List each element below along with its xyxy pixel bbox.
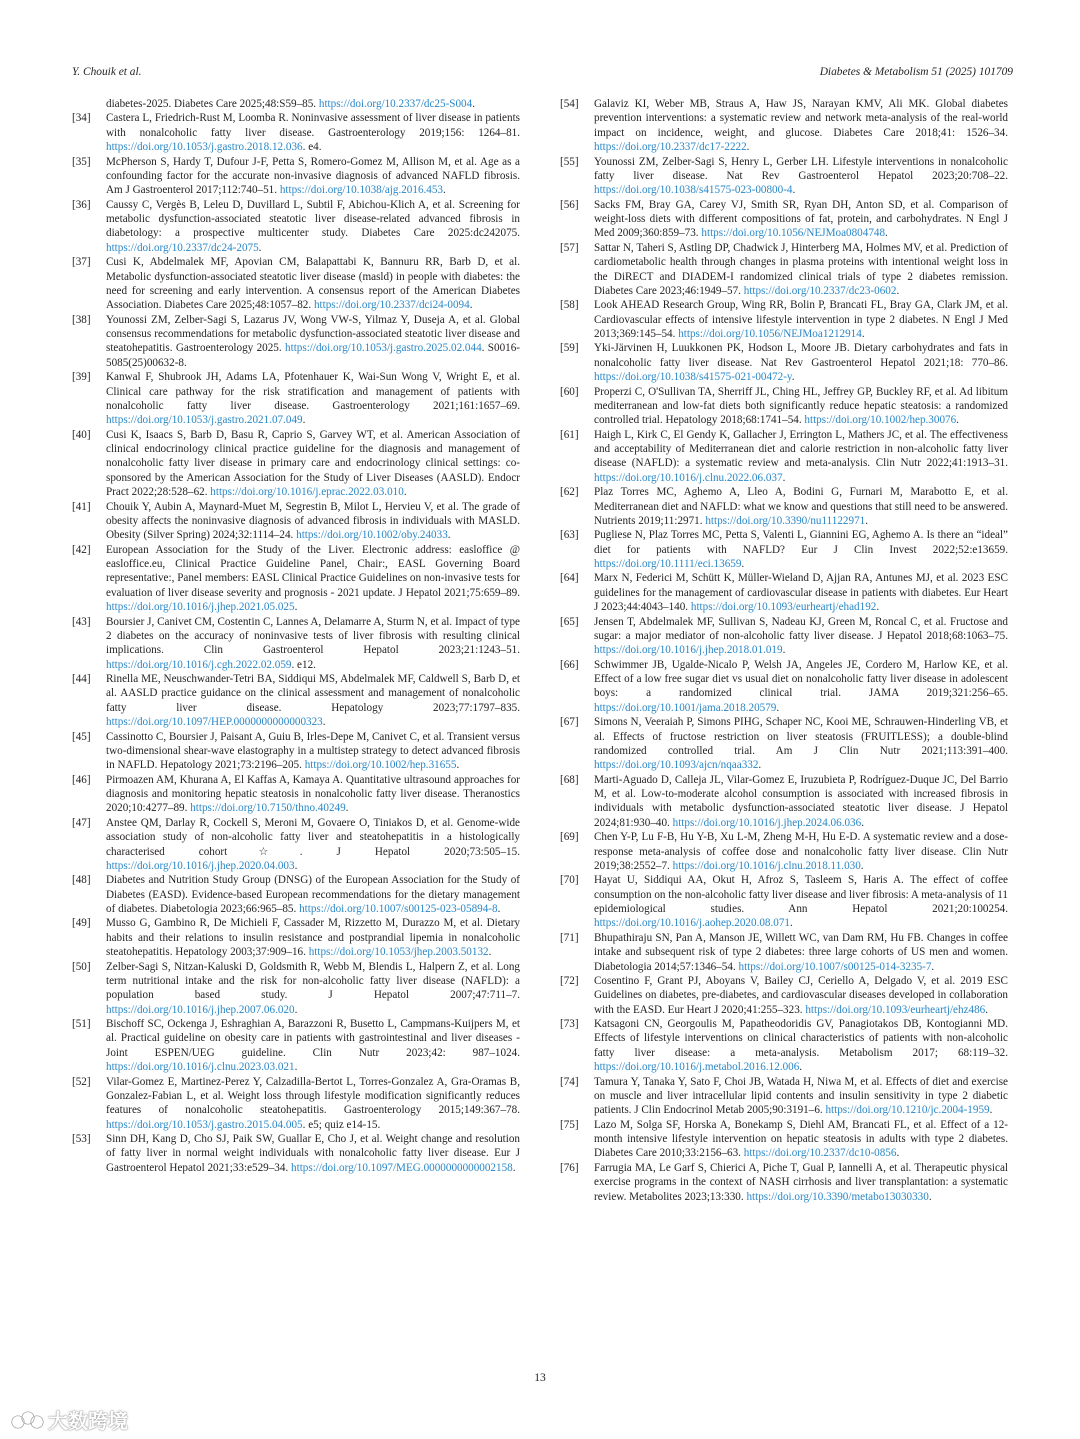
reference-suffix: . (472, 98, 475, 110)
reference-text (594, 241, 1008, 299)
reference-suffix: . (741, 558, 745, 570)
reference-item (72, 773, 520, 816)
reference-text (594, 715, 1008, 773)
doi-link[interactable]: https://doi.org/10.1016/j.jhep.2024.06.036 (672, 816, 862, 829)
reference-number: [69] (560, 831, 579, 844)
reference-citation: Younossi ZM, Zelber-Sagi S, Henry L, Gerber LH. Lifestyle interventions in nonalcoholic fatty liver disease. Nat Rev Gastroenterol Hepatol 2023;20:708–22. (594, 155, 1008, 182)
reference-item (72, 155, 520, 198)
doi-link[interactable]: https://doi.org/10.1016/j.metabol.2016.12.006 (594, 1061, 800, 1074)
reference-suffix: . (928, 1190, 932, 1203)
doi-link[interactable]: https://doi.org/10.1007/s00125-014-3235-7 (738, 960, 932, 973)
reference-suffix: . S0016-5085(25)00632-8. (106, 342, 520, 369)
reference-suffix: . (861, 816, 864, 829)
reference-item (560, 873, 1008, 931)
reference-suffix: . (896, 284, 900, 297)
doi-link[interactable]: https://doi.org/10.2337/dc17-2222 (594, 141, 747, 154)
reference-item (560, 241, 1008, 299)
reference-suffix: . (456, 759, 460, 772)
reference-suffix: . (791, 371, 795, 384)
reference-number: [71] (560, 931, 579, 944)
reference-number: [75] (560, 1118, 579, 1131)
doi-link[interactable]: https://doi.org/10.7150/thno.40249 (190, 802, 346, 815)
reference-suffix: . (746, 141, 750, 154)
reference-item (560, 974, 1008, 1017)
doi-link[interactable]: https://doi.org/10.2337/dci24-0094 (313, 299, 470, 312)
doi-link[interactable]: https://doi.org/10.1002/oby.24033 (296, 529, 448, 542)
reference-number (72, 97, 106, 111)
reference-citation: Chen Y-P, Lu F-B, Hu Y-B, Xu L-M, Zheng M-H, Hu E-D. A systematic review and a dose-response meta-analysis of coffee dose and nonalcoholic fatty liver disease. Clin Nutr 2019;38:2552–7. (594, 831, 1008, 872)
reference-number: [41] (72, 500, 91, 513)
doi-link[interactable]: https://doi.org/10.1016/j.clnu.2023.03.021 (106, 1061, 295, 1074)
reference-number: [52] (72, 1075, 91, 1088)
reference-citation: Hayat U, Siddiqui AA, Okut H, Afroz S, Tasleem S, Haris A. The effect of coffee consumption on the non-alcoholic fatty liver disease and liver fibrosis: A meta-analysis of 11 epidemiological studies. Ann Hepatol 2021;20:100254. (594, 874, 1008, 915)
reference-text (106, 672, 520, 730)
reference-citation: Musso G, Gambino R, De Michieli F, Cassader M, Rizzetto M, Durazzo M, et al. Dietary habits and their relations to insulin resistance and postprandial lipemia in nonalcoholic steatohepatitis. Hepatology 2003;37:909–16. (106, 917, 520, 959)
reference-citation: Castera L, Friedrich-Rust M, Loomba R. Noninvasive assessment of liver disease in patients with nonalcoholic fatty liver disease. Gastroenterology 2019;156: 1264–81. (106, 112, 520, 139)
reference-item (560, 615, 1008, 658)
reference-text (106, 428, 520, 500)
reference-text (106, 198, 520, 256)
reference-citation: Chouik Y, Aubin A, Maynard-Muet M, Segrestin B, Milot L, Hervieu V, et al. The grade of obesity affects the noninvasive diagnosis of advanced fibrosis in individuals with MASLD. Obesity (Silver Spring) 2024;32:1114–24. (106, 500, 520, 542)
reference-number: [65] (560, 615, 579, 628)
reference-text (106, 97, 520, 111)
reference-citation: Cusi K, Abdelmalek MF, Apovian CM, Balapattabi K, Bannuru RR, Barb D, et al. Metabolic dysfunction-associated steatotic liver disease (masld) in people with diabetes: the need for screening and early intervention. A consensus report of the American Diabetes Association. Diabetes Care 2025;48:1057–82. (106, 256, 520, 312)
reference-text (594, 1017, 1008, 1075)
reference-item (72, 1132, 520, 1175)
reference-item (560, 773, 1008, 831)
reference-text (106, 155, 520, 198)
reference-item (72, 672, 520, 730)
reference-number: [73] (560, 1018, 579, 1030)
reference-item (72, 543, 520, 615)
reference-number: [43] (72, 615, 91, 628)
reference-citation: Schwimmer JB, Ugalde-Nicalo P, Welsh JA, Angeles JE, Cordero M, Harlow KE, et al. Effect of a low free sugar diet vs usual diet on nonalcoholic fatty liver disease in adolescent boys: a randomized clinical trial. JAMA 2019;321:256–65. (594, 658, 1008, 700)
reference-number: [42] (72, 543, 91, 556)
reference-text (106, 816, 520, 874)
doi-link[interactable]: https://doi.org/10.3390/metabo13030330 (746, 1190, 929, 1203)
reference-number: [40] (72, 428, 91, 441)
reference-item (72, 97, 520, 111)
reference-citation: Cusi K, Isaacs S, Barb D, Basu R, Caprio S, Garvey WT, et al. American Association of clinical endocrinology clinical practice guideline for the diagnosis and management of nonalcoholic fatty liver disease in primary care and endocrinology clinical settings: co-sponsored by the American Association for the Study of Liver Diseases (AASLD). Endocr Pract 2022;28:528–62. (106, 428, 520, 499)
reference-citation: Galaviz KI, Weber MB, Straus A, Haw JS, Narayan KMV, Ali MK. Global diabetes prevention interventions: a systematic review and network meta-analysis of the real-world impact on incidence, weight, and glucose. Diabetes Care 2018;41: 1526–34. (594, 98, 1008, 139)
reference-citation: Haigh L, Kirk C, El Gendy K, Gallacher J, Errington L, Mathers JC, et al. The effectiveness and acceptability of Mediterranean diet and calorie restriction in non-alcoholic fatty liver disease (NAFLD): a systematic review and meta-analysis. Clin Nutr 2022;41:1913–31. (594, 428, 1008, 470)
reference-citation: Sinn DH, Kang D, Cho SJ, Paik SW, Guallar E, Cho J, et al. Weight change and resolution of fatty liver in normal weight individuals with nonalcoholic fatty liver disease. Eur J Gastroenterol Hepatol 2021;33:e529–34. (106, 1133, 520, 1174)
reference-suffix: . (258, 241, 262, 254)
doi-link[interactable]: https://doi.org/10.1016/j.jhep.2018.01.019 (594, 644, 783, 657)
reference-number: [51] (72, 1018, 91, 1030)
reference-suffix: . (758, 759, 762, 772)
doi-link[interactable]: https://doi.org/10.1210/jc.2004-1959 (825, 1104, 990, 1117)
reference-item (72, 370, 520, 428)
reference-number: [38] (72, 313, 91, 326)
doi-link[interactable]: https://doi.org/10.1016/j.cgh.2022.02.059 (106, 658, 292, 671)
reference-suffix: . (876, 601, 880, 614)
doi-link[interactable]: https://doi.org/10.2337/dc23-0602 (743, 284, 897, 297)
doi-link[interactable]: https://doi.org/10.1053/j.gastro.2015.04.005 (106, 1118, 303, 1131)
reference-citation: diabetes-2025. Diabetes Care 2025;48:S59–85. (106, 98, 317, 110)
reference-citation: Anstee QM, Darlay R, Cockell S, Meroni M, Govaere O, Tiniakos D, et al. Genome-wide association study of non-alcoholic fatty liver and steatohepatitis in a histologically characterised cohort☆. J Hepatol 2020;73:505–15. (106, 816, 520, 858)
reference-number: [61] (560, 428, 579, 441)
doi-link[interactable]: https://doi.org/10.2337/dc24-2075 (106, 241, 259, 254)
reference-number: [62] (560, 486, 579, 499)
reference-number: [45] (72, 730, 91, 743)
reference-citation: Sattar N, Taheri S, Astling DP, Chadwick J, Hinterberg MA, Holmes MV, et al. Prediction of cardiometabolic health through changes in plasma proteins with intentional weight loss in the DiRECT and DIADEM-I randomized clinical trials of type 2 diabetes remission. Diabetes Care 2023;46:1949–57. (594, 241, 1008, 297)
reference-text (594, 658, 1008, 716)
reference-citation: Marx N, Federici M, Schütt K, Müller-Wieland D, Ajjan RA, Antunes MJ, et al. 2023 ESC guidelines for the management of cardiovascular disease in patients with diabetes. Eur Heart J 2023;44:4043–140. (594, 572, 1008, 614)
reference-item (560, 298, 1008, 341)
reference-suffix: . (322, 716, 326, 729)
running-header-authors: Y. Chouik et al. (72, 66, 142, 78)
reference-suffix: . (469, 299, 473, 312)
reference-text (106, 873, 520, 916)
reference-text (594, 974, 1008, 1017)
reference-text (594, 615, 1008, 658)
reference-number: [67] (560, 716, 579, 729)
reference-number: [37] (72, 256, 91, 269)
reference-citation: Yki-Järvinen H, Luukkonen PK, Hodson L, Moore JB. Dietary carbohydrates and fats in nonalcoholic fatty liver disease. Nat Rev Gastroenterol Hepatol 2021;18: 770–86. (594, 342, 1008, 369)
references-left-column (72, 97, 520, 1175)
reference-citation: Rinella ME, Neuschwander-Tetri BA, Siddiqui MS, Abdelmalek MF, Caldwell S, Barb D, et al. AASLD practice guidance on the clinical assessment and management of nonalcoholic fatty liver disease. Hepatology 2023;77:1797–835. (106, 673, 520, 714)
reference-number: [63] (560, 529, 579, 542)
doi-link[interactable]: https://doi.org/10.1001/jama.2018.20579 (594, 701, 777, 714)
reference-item (560, 1118, 1008, 1161)
reference-suffix: . (294, 1003, 298, 1016)
reference-number: [48] (72, 874, 91, 887)
watermark-logo-icon (10, 1409, 44, 1431)
doi-link[interactable]: https://doi.org/10.1097/HEP.0000000000000323 (106, 716, 323, 729)
reference-text (106, 615, 520, 673)
reference-number: [70] (560, 874, 579, 887)
doi-link[interactable]: https://doi.org/10.1093/eurheartj/ehz486 (805, 1003, 986, 1016)
reference-suffix: . (799, 1061, 803, 1074)
reference-item (560, 97, 1008, 155)
reference-citation: Kanwal F, Shubrook JH, Adams LA, Pfotenhauer K, Wai-Sun Wong V, Wright E, et al. Clinical care pathway for the risk stratification and management of patients with nonalcoholic fatty liver disease. Gastroenterology 2021;161:1657–69. (106, 371, 520, 412)
doi-link[interactable]: https://doi.org/10.2337/dc10-0856 (743, 1147, 897, 1160)
reference-suffix: . (302, 414, 306, 427)
reference-text (106, 960, 520, 1018)
reference-number: [46] (72, 773, 91, 786)
reference-citation: Boursier J, Canivet CM, Costentin C, Lannes A, Delamarre A, Sturm N, et al. Impact of type 2 diabetes on the accuracy of noninvasive tests of liver fibrosis with resulting clinical implications. Clin Gastroenterol Hepatol 2023;21:1243–51. (106, 615, 520, 657)
doi-link[interactable]: https://doi.org/10.1016/j.jhep.2007.06.020 (106, 1003, 295, 1016)
reference-suffix: . (294, 601, 298, 614)
reference-number: [64] (560, 572, 579, 585)
reference-number: [66] (560, 658, 579, 671)
doi-link[interactable]: https://doi.org/10.1093/ajcn/nqaa332 (594, 759, 759, 772)
doi-link[interactable]: https://doi.org/10.1053/j.gastro.2018.12.036 (106, 141, 303, 154)
reference-number: [54] (560, 98, 579, 110)
reference-item (72, 111, 520, 154)
reference-text (106, 255, 520, 313)
reference-number: [44] (72, 673, 91, 685)
reference-item (560, 715, 1008, 773)
reference-text (106, 313, 520, 371)
reference-suffix: . e4. (302, 141, 322, 154)
reference-text (594, 298, 1008, 341)
reference-text (594, 773, 1008, 831)
reference-citation: Marti-Aguado D, Calleja JL, Vilar-Gomez E, Iruzubieta P, Rodríguez-Duque JC, Del Barrio M, et al. Low-to-moderate alcohol consumption is associated with increased fibrosis in individuals with metabolic dysfunction-associated steatotic liver disease. J Hepatol 2024;81:930–40. (594, 773, 1008, 829)
reference-citation: Farrugia MA, Le Garf S, Chierici A, Piche T, Gual P, Iannelli A, et al. Therapeutic physical exercise programs in the context of NASH cirrhosis and liver transplantation: a systematic review. Metabolites 2023;13:330. (594, 1161, 1008, 1203)
reference-item (72, 873, 520, 916)
watermark (10, 1405, 128, 1434)
reference-suffix: . (782, 471, 786, 484)
doi-link[interactable]: https://doi.org/10.1007/s00125-023-05894-8 (299, 903, 498, 915)
reference-suffix: . (989, 1104, 993, 1117)
reference-citation: Properzi C, O'Sullivan TA, Sherriff JL, Ching HL, Jeffrey GP, Buckley RF, et al. Ad libitum mediterranean and low-fat diets both significantly reduce hepatic steatosis: a randomized controlled trial. Hepatology 2018;68:1741–54. (594, 385, 1008, 427)
reference-suffix: . (956, 414, 959, 427)
reference-text (594, 931, 1008, 974)
reference-item (560, 198, 1008, 241)
reference-suffix: . (931, 960, 935, 973)
reference-citation: Zelber-Sagi S, Nitzan-Kaluski D, Goldsmith R, Webb M, Blendis L, Halpern Z, et al. Long term nutritional intake and the risk for non-alcoholic fatty liver disease (NAFLD): a population based study. J Hepatol 2007;47:711–7. (106, 960, 520, 1002)
reference-text (594, 485, 1008, 528)
page-number: 13 (534, 1371, 546, 1384)
reference-citation: Caussy C, Vergès B, Leleu D, Duvillard L, Subtil F, Abichou-Klich A, et al. Screening for metabolic dysfunction-associated steatotic liver disease-related advanced fibrosis in diabetology: a prospective multicenter study. Diabetes Care 2025:dc242075. (106, 198, 520, 240)
reference-number: [35] (72, 155, 91, 168)
doi-link[interactable]: https://doi.org/10.1056/NEJMoa0804748 (701, 227, 886, 240)
reference-suffix: . (790, 917, 793, 930)
doi-link[interactable]: https://doi.org/10.1038/ajg.2016.453 (279, 184, 444, 197)
reference-suffix: . (776, 701, 780, 714)
reference-text (106, 370, 520, 428)
reference-number: [47] (72, 816, 91, 829)
reference-citation: Cassinotto C, Boursier J, Paisant A, Guiu B, Irles-Depe M, Canivet C, et al. Transient versus two-dimensional shear-wave elastography in a multistep strategy to detect advanced fibrosis in NAFLD. Hepatology 2021;73:2196–205. (106, 730, 520, 772)
reference-text (106, 916, 520, 959)
running-header-journal: Diabetes & Metabolism 51 (2025) 101709 (819, 66, 1013, 78)
doi-link[interactable]: https://doi.org/10.2337/dc25-S004 (318, 98, 473, 110)
reference-number: [58] (560, 299, 579, 312)
reference-item (560, 1075, 1008, 1118)
reference-item (72, 916, 520, 959)
reference-text (106, 543, 520, 615)
reference-item (72, 960, 520, 1018)
reference-suffix: . (294, 859, 298, 872)
doi-link[interactable]: https://doi.org/10.1038/s41575-021-00472-y (594, 371, 792, 384)
doi-link[interactable]: https://doi.org/10.1053/j.gastro.2025.02.044 (285, 342, 482, 355)
doi-link[interactable]: https://doi.org/10.1016/j.aohep.2020.08.071 (594, 917, 790, 930)
reference-item (560, 571, 1008, 614)
reference-item (560, 428, 1008, 486)
reference-item (72, 500, 520, 543)
doi-link[interactable]: https://doi.org/10.1111/eci.13659 (594, 558, 742, 570)
reference-text (106, 500, 520, 543)
reference-item (560, 1161, 1008, 1204)
reference-suffix: . (985, 1003, 989, 1016)
doi-link[interactable]: https://doi.org/10.1016/j.clnu.2022.06.037 (594, 471, 783, 484)
reference-suffix: . (861, 328, 865, 340)
reference-item (72, 816, 520, 874)
reference-citation: Bischoff SC, Ockenga J, Eshraghian A, Barazzoni R, Busetto L, Campmans-Kuijpers M, et al. Practical guideline on obesity care in patients with gastrointestinal and liver diseases - Joint ESPEN/UEG guideline. Clin Nutr 2023;42: 987–1024. (106, 1018, 520, 1059)
reference-citation: Younossi ZM, Zelber-Sagi S, Lazarus JV, Wong VW-S, Yilmaz Y, Duseja A, et al. Global consensus recommendations for metabolic dysfunction-associated steatotic liver disease and steatohepatitis. Gastroenterology 2025. (106, 313, 520, 355)
reference-suffix: . (896, 1147, 900, 1160)
reference-number: [68] (560, 773, 579, 786)
reference-text (106, 111, 520, 154)
doi-link[interactable]: https://doi.org/10.1016/j.jhep.2021.05.025 (106, 601, 295, 614)
reference-citation: McPherson S, Hardy T, Dufour J-F, Petta S, Romero-Gomez M, Allison M, et al. Age as a confounding factor for the accurate non-invasive diagnosis of advanced NAFLD fibrosis. Am J Gastroenterol 2017;112:740–51. (106, 155, 520, 197)
reference-item (560, 528, 1008, 571)
reference-text (594, 873, 1008, 931)
reference-number: [74] (560, 1075, 579, 1088)
reference-citation: Jensen T, Abdelmalek MF, Sullivan S, Nadeau KJ, Green M, Roncal C, et al. Fructose and sugar: a major mediator of non-alcoholic fatty liver disease. J Hepatol 2018;68:1063–75. (594, 615, 1008, 642)
reference-text (106, 730, 520, 773)
reference-suffix: . (345, 802, 349, 815)
reference-text (594, 97, 1008, 155)
reference-suffix: . (447, 529, 451, 542)
reference-item (72, 313, 520, 371)
reference-citation: Pirmoazen AM, Khurana A, El Kaffas A, Kamaya A. Quantitative ultrasound approaches for diagnosis and monitoring hepatic steatosis in nonalcoholic fatty liver disease. Theranostics 2020;10:4277–89. (106, 773, 520, 815)
reference-suffix: . (443, 184, 446, 197)
doi-link[interactable]: https://doi.org/10.1038/s41575-023-00800-4 (594, 184, 793, 197)
reference-text (106, 1017, 520, 1075)
reference-suffix: . (860, 859, 864, 872)
reference-citation: Look AHEAD Research Group, Wing RR, Bolin P, Brancati FL, Bray GA, Clark JM, et al. Cardiovascular effects of intensive lifestyle intervention in type 2 diabetes. N Engl J Med 2013;369:145–54. (594, 299, 1008, 340)
reference-number: [57] (560, 241, 579, 254)
reference-text (594, 1161, 1008, 1204)
doi-link[interactable]: https://doi.org/10.1016/j.clnu.2018.11.030 (672, 859, 861, 872)
reference-item (560, 1017, 1008, 1075)
reference-item (72, 730, 520, 773)
reference-number: [34] (72, 112, 91, 125)
reference-item (560, 931, 1008, 974)
doi-link[interactable]: https://doi.org/10.3390/nu11122971 (705, 514, 866, 527)
reference-suffix: . (294, 1061, 298, 1074)
reference-citation: Diabetes and Nutrition Study Group (DNSG) of the European Association for the Study of Diabetes (EASD). Evidence-based European recommendations for the dietary management of diabetes. Diabetologia 2023;66:965–85. (106, 874, 520, 915)
reference-number: [39] (72, 371, 91, 384)
reference-citation: Pugliese N, Plaz Torres MC, Petta S, Valenti L, Giannini EG, Aghemo A. Is there an “ideal” diet for patients with NAFLD? Eur J Clin Invest 2022;52:e13659. (594, 529, 1008, 556)
reference-citation: Cosentino F, Grant PJ, Aboyans V, Bailey CJ, Ceriello A, Delgado V, et al. 2019 ESC Guidelines on diabetes, pre-diabetes, and cardiovascular diseases developed in collaboration with the EASD. Eur Heart J 2020;41:255–323. (594, 974, 1008, 1016)
reference-citation: European Association for the Study of the Liver. Electronic address: easloffice @ easloffice.eu, Clinical Practice Guideline Panel, Chair:, EASL Governing Board representative:, Panel members: EASL Clinical Practice Guidelines on non-invasive tests for evaluation of liver disease severity and prognosis - 2021 update. J Hepatol 2021;75:659–89. (106, 543, 520, 599)
reference-number: [59] (560, 342, 579, 355)
reference-suffix: . e12. (291, 658, 316, 671)
reference-item (560, 485, 1008, 528)
reference-suffix: . (403, 486, 407, 499)
reference-suffix: . (792, 184, 796, 197)
doi-link[interactable]: https://doi.org/10.1053/j.gastro.2021.07.049 (106, 414, 303, 427)
reference-suffix: . (488, 946, 492, 959)
doi-link[interactable]: https://doi.org/10.1016/j.eprac.2022.03.010 (210, 486, 404, 499)
doi-link[interactable]: https://doi.org/10.1093/eurheartj/ehad192 (690, 601, 877, 614)
reference-text (594, 571, 1008, 614)
reference-item (560, 830, 1008, 873)
reference-number: [49] (72, 917, 91, 930)
doi-link[interactable]: https://doi.org/10.1056/NEJMoa1212914 (678, 328, 862, 340)
reference-citation: Sacks FM, Bray GA, Carey VJ, Smith SR, Ryan DH, Anton SD, et al. Comparison of weight-loss diets with different compositions of fat, protein, and carbohydrates. N Engl J Med 2009;360:859–73. (594, 198, 1008, 240)
reference-suffix: . (497, 903, 501, 915)
reference-citation: Lazo M, Solga SF, Horska A, Bonekamp S, Diehl AM, Brancati FL, et al. Effect of a 12-month intensive lifestyle intervention on hepatic steatosis in adults with type 2 diabetes. Diabetes Care 2010;33:2156–63. (594, 1118, 1008, 1160)
reference-item (72, 428, 520, 500)
reference-text (594, 341, 1008, 384)
reference-item (72, 615, 520, 673)
reference-number: [72] (560, 974, 579, 987)
reference-item (72, 198, 520, 256)
reference-item (72, 1075, 520, 1133)
reference-text (106, 1132, 520, 1175)
reference-number: [60] (560, 385, 579, 398)
reference-text (106, 773, 520, 816)
reference-citation: Katsagoni CN, Georgoulis M, Papatheodoridis GV, Panagiotakos DB, Kontogianni MD. Effects of lifestyle interventions on clinical characteristics of patients with non-alcoholic fatty liver disease: a meta-analysis. Metabolism 2017; 68:119–32. (594, 1018, 1008, 1059)
reference-citation: Tamura Y, Tanaka Y, Sato F, Choi JB, Watada H, Niwa M, et al. Effects of diet and exercise on muscle and liver intracellular lipid contents and insulin sensitivity in type 2 diabetic patients. J Clin Endocrinol Metab 2005;90:3191–6. (594, 1075, 1008, 1117)
doi-link[interactable]: https://doi.org/10.1053/jhep.2003.50132 (308, 946, 489, 959)
reference-number: [76] (560, 1161, 579, 1174)
doi-link[interactable]: https://doi.org/10.1002/hep.30076 (804, 414, 957, 427)
doi-link[interactable]: https://doi.org/10.1002/hep.31655 (304, 759, 457, 772)
reference-number: [53] (72, 1133, 91, 1145)
reference-suffix: . (512, 1161, 516, 1174)
reference-number: [56] (560, 198, 579, 211)
reference-text (594, 1075, 1008, 1118)
references-right-column (560, 97, 1008, 1204)
reference-number: [55] (560, 155, 579, 168)
reference-item (72, 255, 520, 313)
reference-item (560, 385, 1008, 428)
doi-link[interactable]: https://doi.org/10.1016/j.jhep.2020.04.003 (106, 859, 295, 872)
reference-item (560, 658, 1008, 716)
reference-text (594, 155, 1008, 198)
reference-suffix: . (782, 644, 786, 657)
reference-citation: Simons N, Veeraiah P, Simons PIHG, Schaper NC, Kooi ME, Schrauwen-Hinderling VB, et al. Effects of fructose restriction on liver steatosis (FRUITLESS); a double-blind randomized controlled trial. Am J Clin Nutr 2021;113:391–400. (594, 716, 1008, 757)
reference-text (594, 830, 1008, 873)
watermark-text: 大数跨境 (48, 1409, 128, 1433)
reference-number: [36] (72, 198, 91, 211)
reference-text (106, 1075, 520, 1133)
reference-text (594, 198, 1008, 241)
reference-suffix: . (865, 514, 869, 527)
reference-text (594, 385, 1008, 428)
reference-citation: Vilar-Gomez E, Martinez-Perez Y, Calzadilla-Bertot L, Torres-Gonzalez A, Gra-Oramas B, Gonzalez-Fabian L, et al. Weight loss through lifestyle modification significantly reduces features of nonalcoholic steatohepatitis. Gastroenterology 2015;149:367–78. (106, 1075, 520, 1117)
reference-item (560, 341, 1008, 384)
reference-suffix: . e5; quiz e14-15. (302, 1118, 381, 1131)
reference-text (594, 528, 1008, 571)
reference-number: [50] (72, 960, 91, 973)
reference-citation: Bhupathiraju SN, Pan A, Manson JE, Willett WC, van Dam RM, Hu FB. Changes in coffee intake and subsequent risk of type 2 diabetes: three large cohorts of US men and women. Diabetologia 2014;57:1346–54. (594, 931, 1008, 973)
reference-text (594, 1118, 1008, 1161)
doi-link[interactable]: https://doi.org/10.1097/MEG.0000000000002158 (291, 1161, 513, 1174)
reference-suffix: . (885, 227, 888, 240)
reference-text (594, 428, 1008, 486)
reference-citation: Plaz Torres MC, Aghemo A, Lleo A, Bodini G, Furnari M, Marabotto E, et al. Mediterranean diet and NAFLD: what we know and questions that still need to be answered. Nutrients 2019;11:2971. (594, 486, 1008, 527)
reference-item (72, 1017, 520, 1075)
reference-item (560, 155, 1008, 198)
